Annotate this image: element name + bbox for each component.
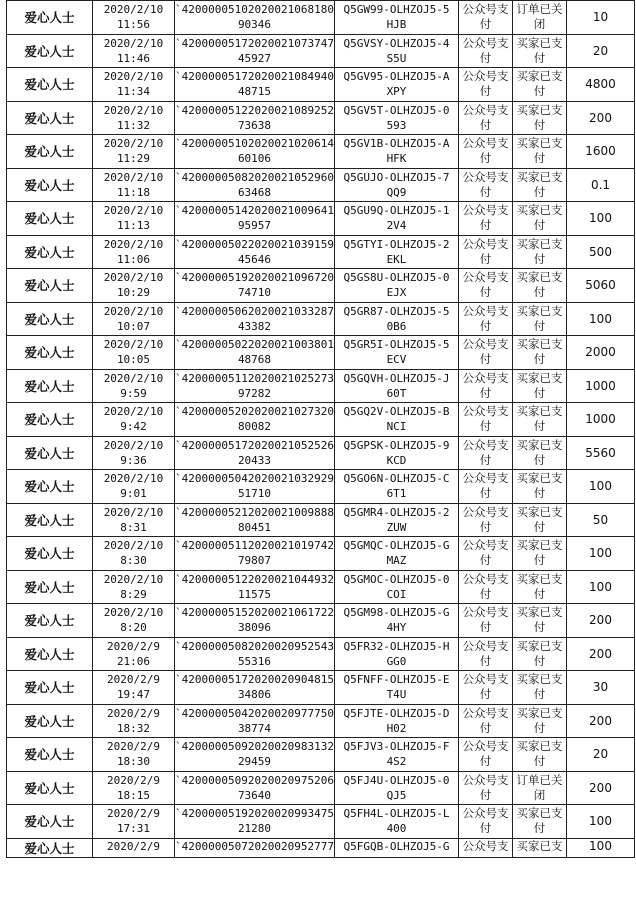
payment-time-cell: 2020/2/9 18:15: [93, 771, 175, 805]
transaction-id-cell: `42000005142020021009641 95957: [175, 202, 335, 236]
payment-time-cell: 2020/2/10 9:42: [93, 403, 175, 437]
order-id-cell: Q5GV5T-OLHZOJ5-0 593: [335, 101, 459, 135]
payment-channel-cell: 公众号支: [459, 838, 513, 857]
amount-cell: 5060: [567, 269, 635, 303]
order-status-cell: 买家已支 付: [513, 637, 567, 671]
donation-records-table: [6, 0, 635, 858]
table-row: [7, 269, 635, 303]
payment-time-cell: 2020/2/10 11:32: [93, 101, 175, 135]
order-status-cell: 买家已支 付: [513, 369, 567, 403]
donor-name-cell: 爱心人士: [7, 503, 93, 537]
order-id-cell: Q5FR32-OLHZOJ5-H GG0: [335, 637, 459, 671]
payment-channel-cell: 公众号支 付: [459, 604, 513, 638]
donor-name-cell: 爱心人士: [7, 1, 93, 35]
transaction-id-cell: `42000005092020020975206 73640: [175, 771, 335, 805]
table-row: [7, 302, 635, 336]
order-status-cell: 买家已支 付: [513, 503, 567, 537]
payment-time-cell: 2020/2/10 8:20: [93, 604, 175, 638]
donor-name-cell: 爱心人士: [7, 771, 93, 805]
amount-cell: 1000: [567, 369, 635, 403]
order-id-cell: Q5GMOC-OLHZOJ5-0 COI: [335, 570, 459, 604]
table-row: [7, 336, 635, 370]
order-id-cell: Q5FJTE-OLHZOJ5-D H02: [335, 704, 459, 738]
payment-channel-cell: 公众号支 付: [459, 436, 513, 470]
amount-cell: 30: [567, 671, 635, 705]
payment-channel-cell: 公众号支 付: [459, 503, 513, 537]
payment-channel-cell: 公众号支 付: [459, 269, 513, 303]
order-id-cell: Q5GTYI-OLHZOJ5-2 EKL: [335, 235, 459, 269]
order-id-cell: Q5FH4L-OLHZOJ5-L 400: [335, 805, 459, 839]
amount-cell: 200: [567, 101, 635, 135]
order-id-cell: Q5GVSY-OLHZOJ5-4 S5U: [335, 34, 459, 68]
order-id-cell: Q5GUJO-OLHZOJ5-7 QQ9: [335, 168, 459, 202]
payment-time-cell: 2020/2/10 10:29: [93, 269, 175, 303]
order-id-cell: Q5GV95-OLHZOJ5-A XPY: [335, 68, 459, 102]
payment-channel-cell: 公众号支 付: [459, 235, 513, 269]
amount-cell: 200: [567, 704, 635, 738]
payment-time-cell: 2020/2/10 11:56: [93, 1, 175, 35]
transaction-id-cell: `42000005022020021003801 48768: [175, 336, 335, 370]
payment-channel-cell: 公众号支 付: [459, 1, 513, 35]
payment-channel-cell: 公众号支 付: [459, 570, 513, 604]
table-row: [7, 1, 635, 35]
payment-channel-cell: 公众号支 付: [459, 637, 513, 671]
amount-cell: 1600: [567, 135, 635, 169]
table-row: [7, 805, 635, 839]
donor-name-cell: 爱心人士: [7, 704, 93, 738]
payment-time-cell: 2020/2/10 9:01: [93, 470, 175, 504]
order-status-cell: 买家已支 付: [513, 168, 567, 202]
order-id-cell: Q5GO6N-OLHZOJ5-C 6T1: [335, 470, 459, 504]
transaction-id-cell: `42000005122020021044932 11575: [175, 570, 335, 604]
donor-name-cell: 爱心人士: [7, 570, 93, 604]
table-row: [7, 704, 635, 738]
payment-channel-cell: 公众号支 付: [459, 671, 513, 705]
order-id-cell: Q5GS8U-OLHZOJ5-0 EJX: [335, 269, 459, 303]
amount-cell: 200: [567, 771, 635, 805]
table-row: [7, 604, 635, 638]
order-status-cell: 订单已关 闭: [513, 1, 567, 35]
payment-time-cell: 2020/2/10 11:46: [93, 34, 175, 68]
payment-time-cell: 2020/2/9 21:06: [93, 637, 175, 671]
donor-name-cell: 爱心人士: [7, 101, 93, 135]
table-row: [7, 637, 635, 671]
order-status-cell: 买家已支 付: [513, 135, 567, 169]
donor-name-cell: 爱心人士: [7, 302, 93, 336]
payment-channel-cell: 公众号支 付: [459, 771, 513, 805]
payment-channel-cell: 公众号支 付: [459, 537, 513, 571]
order-id-cell: Q5GW99-OLHZOJ5-5 HJB: [335, 1, 459, 35]
donor-name-cell: 爱心人士: [7, 805, 93, 839]
payment-channel-cell: 公众号支 付: [459, 302, 513, 336]
order-id-cell: Q5GM98-OLHZOJ5-G 4HY: [335, 604, 459, 638]
order-status-cell: 买家已支 付: [513, 570, 567, 604]
table-body: [7, 1, 635, 858]
transaction-id-cell: `42000005102020021068180 90346: [175, 1, 335, 35]
payment-channel-cell: 公众号支 付: [459, 202, 513, 236]
payment-time-cell: 2020/2/10 9:36: [93, 436, 175, 470]
donor-name-cell: 爱心人士: [7, 336, 93, 370]
payment-channel-cell: 公众号支 付: [459, 704, 513, 738]
amount-cell: 100: [567, 470, 635, 504]
order-status-cell: 买家已支 付: [513, 202, 567, 236]
transaction-id-cell: `42000005172020021073747 45927: [175, 34, 335, 68]
order-status-cell: 买家已支 付: [513, 269, 567, 303]
payment-time-cell: 2020/2/9 18:30: [93, 738, 175, 772]
order-status-cell: 买家已支 付: [513, 604, 567, 638]
payment-time-cell: 2020/2/9: [93, 838, 175, 857]
table-row: [7, 68, 635, 102]
order-status-cell: 买家已支 付: [513, 235, 567, 269]
transaction-id-cell: `42000005192020021096720 74710: [175, 269, 335, 303]
order-id-cell: Q5GR87-OLHZOJ5-5 0B6: [335, 302, 459, 336]
amount-cell: 500: [567, 235, 635, 269]
order-status-cell: 买家已支 付: [513, 302, 567, 336]
order-status-cell: 订单已关 闭: [513, 771, 567, 805]
order-status-cell: 买家已支 付: [513, 805, 567, 839]
payment-time-cell: 2020/2/10 11:34: [93, 68, 175, 102]
transaction-id-cell: `42000005112020021025273 97282: [175, 369, 335, 403]
donor-name-cell: 爱心人士: [7, 436, 93, 470]
donor-name-cell: 爱心人士: [7, 537, 93, 571]
payment-channel-cell: 公众号支 付: [459, 336, 513, 370]
order-id-cell: Q5GQ2V-OLHZOJ5-B NCI: [335, 403, 459, 437]
transaction-id-cell: `42000005072020020952777: [175, 838, 335, 857]
amount-cell: 200: [567, 604, 635, 638]
table-row: [7, 537, 635, 571]
table-row: [7, 570, 635, 604]
amount-cell: 100: [567, 302, 635, 336]
table-row: [7, 771, 635, 805]
order-status-cell: 买家已支 付: [513, 403, 567, 437]
order-id-cell: Q5FNFF-OLHZOJ5-E T4U: [335, 671, 459, 705]
table-row: [7, 369, 635, 403]
order-id-cell: Q5GQVH-OLHZOJ5-J 60T: [335, 369, 459, 403]
donor-name-cell: 爱心人士: [7, 269, 93, 303]
donor-name-cell: 爱心人士: [7, 135, 93, 169]
transaction-id-cell: `42000005202020021027320 80082: [175, 403, 335, 437]
table-row: [7, 436, 635, 470]
payment-time-cell: 2020/2/9 17:31: [93, 805, 175, 839]
table-row: [7, 838, 635, 857]
donor-name-cell: 爱心人士: [7, 168, 93, 202]
payment-time-cell: 2020/2/10 11:18: [93, 168, 175, 202]
donor-name-cell: 爱心人士: [7, 202, 93, 236]
transaction-id-cell: `42000005102020021020614 60106: [175, 135, 335, 169]
payment-channel-cell: 公众号支 付: [459, 168, 513, 202]
donor-name-cell: 爱心人士: [7, 470, 93, 504]
table-row: [7, 135, 635, 169]
transaction-id-cell: `42000005092020020983132 29459: [175, 738, 335, 772]
donor-name-cell: 爱心人士: [7, 235, 93, 269]
payment-time-cell: 2020/2/10 11:29: [93, 135, 175, 169]
donor-name-cell: 爱心人士: [7, 671, 93, 705]
order-status-cell: 买家已支 付: [513, 671, 567, 705]
order-id-cell: Q5GU9Q-OLHZOJ5-1 2V4: [335, 202, 459, 236]
order-status-cell: 买家已支 付: [513, 68, 567, 102]
transaction-id-cell: `42000005192020020993475 21280: [175, 805, 335, 839]
table-row: [7, 202, 635, 236]
payment-channel-cell: 公众号支 付: [459, 34, 513, 68]
payment-channel-cell: 公众号支 付: [459, 470, 513, 504]
amount-cell: 10: [567, 1, 635, 35]
order-id-cell: Q5FJ4U-OLHZOJ5-0 QJ5: [335, 771, 459, 805]
order-status-cell: 买家已支 付: [513, 738, 567, 772]
table-row: [7, 503, 635, 537]
amount-cell: 100: [567, 805, 635, 839]
transaction-id-cell: `42000005122020021089252 73638: [175, 101, 335, 135]
order-id-cell: Q5FJV3-OLHZOJ5-F 4S2: [335, 738, 459, 772]
order-id-cell: Q5GV1B-OLHZOJ5-A HFK: [335, 135, 459, 169]
order-status-cell: 买家已支 付: [513, 34, 567, 68]
transaction-id-cell: `42000005042020020977750 38774: [175, 704, 335, 738]
table-row: [7, 470, 635, 504]
order-status-cell: 买家已支: [513, 838, 567, 857]
order-id-cell: Q5FGQB-OLHZOJ5-G: [335, 838, 459, 857]
payment-time-cell: 2020/2/10 11:13: [93, 202, 175, 236]
donor-name-cell: 爱心人士: [7, 838, 93, 857]
order-status-cell: 买家已支 付: [513, 537, 567, 571]
order-status-cell: 买家已支 付: [513, 704, 567, 738]
amount-cell: 100: [567, 202, 635, 236]
payment-time-cell: 2020/2/10 8:31: [93, 503, 175, 537]
payment-time-cell: 2020/2/10 11:06: [93, 235, 175, 269]
order-status-cell: 买家已支 付: [513, 470, 567, 504]
table-row: [7, 101, 635, 135]
payment-channel-cell: 公众号支 付: [459, 738, 513, 772]
payment-time-cell: 2020/2/10 8:29: [93, 570, 175, 604]
amount-cell: 100: [567, 570, 635, 604]
payment-channel-cell: 公众号支 付: [459, 369, 513, 403]
amount-cell: 100: [567, 838, 635, 857]
transaction-id-cell: `42000005112020021019742 79807: [175, 537, 335, 571]
order-id-cell: Q5GPSK-OLHZOJ5-9 KCD: [335, 436, 459, 470]
payment-time-cell: 2020/2/10 10:07: [93, 302, 175, 336]
table-row: [7, 403, 635, 437]
donor-name-cell: 爱心人士: [7, 403, 93, 437]
order-id-cell: Q5GMQC-OLHZOJ5-G MAZ: [335, 537, 459, 571]
table-row: [7, 235, 635, 269]
transaction-id-cell: `42000005082020020952543 55316: [175, 637, 335, 671]
order-status-cell: 买家已支 付: [513, 436, 567, 470]
amount-cell: 20: [567, 34, 635, 68]
payment-channel-cell: 公众号支 付: [459, 101, 513, 135]
order-id-cell: Q5GMR4-OLHZOJ5-2 ZUW: [335, 503, 459, 537]
table-row: [7, 34, 635, 68]
payment-time-cell: 2020/2/10 10:05: [93, 336, 175, 370]
amount-cell: 200: [567, 637, 635, 671]
amount-cell: 5560: [567, 436, 635, 470]
donor-name-cell: 爱心人士: [7, 34, 93, 68]
payment-time-cell: 2020/2/9 19:47: [93, 671, 175, 705]
payment-channel-cell: 公众号支 付: [459, 135, 513, 169]
payment-time-cell: 2020/2/10 9:59: [93, 369, 175, 403]
donor-name-cell: 爱心人士: [7, 637, 93, 671]
donor-name-cell: 爱心人士: [7, 68, 93, 102]
payment-channel-cell: 公众号支 付: [459, 805, 513, 839]
transaction-id-cell: `42000005022020021039159 45646: [175, 235, 335, 269]
transaction-id-cell: `42000005172020021052526 20433: [175, 436, 335, 470]
amount-cell: 4800: [567, 68, 635, 102]
payment-time-cell: 2020/2/9 18:32: [93, 704, 175, 738]
order-id-cell: Q5GR5I-OLHZOJ5-5 ECV: [335, 336, 459, 370]
transaction-id-cell: `42000005082020021052960 63468: [175, 168, 335, 202]
transaction-id-cell: `42000005042020021032929 51710: [175, 470, 335, 504]
order-status-cell: 买家已支 付: [513, 336, 567, 370]
amount-cell: 20: [567, 738, 635, 772]
amount-cell: 1000: [567, 403, 635, 437]
donor-name-cell: 爱心人士: [7, 738, 93, 772]
amount-cell: 50: [567, 503, 635, 537]
transaction-id-cell: `42000005062020021033287 43382: [175, 302, 335, 336]
transaction-id-cell: `42000005172020020904815 34806: [175, 671, 335, 705]
donor-name-cell: 爱心人士: [7, 369, 93, 403]
table-row: [7, 168, 635, 202]
payment-time-cell: 2020/2/10 8:30: [93, 537, 175, 571]
amount-cell: 0.1: [567, 168, 635, 202]
amount-cell: 100: [567, 537, 635, 571]
transaction-id-cell: `42000005212020021009888 80451: [175, 503, 335, 537]
payment-channel-cell: 公众号支 付: [459, 68, 513, 102]
transaction-id-cell: `42000005172020021084940 48715: [175, 68, 335, 102]
transaction-id-cell: `42000005152020021061722 38096: [175, 604, 335, 638]
table-row: [7, 738, 635, 772]
table-row: [7, 671, 635, 705]
order-status-cell: 买家已支 付: [513, 101, 567, 135]
payment-channel-cell: 公众号支 付: [459, 403, 513, 437]
donor-name-cell: 爱心人士: [7, 604, 93, 638]
amount-cell: 2000: [567, 336, 635, 370]
